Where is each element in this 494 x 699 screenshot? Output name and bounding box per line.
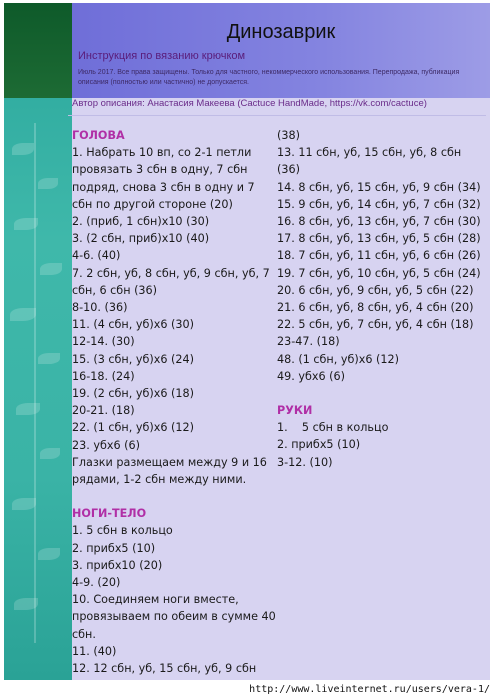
- instruction-line: 1. Набрать 10 вп, со 2-1 петли провязать 3 сбн в одну, 7 сбн подряд, снова 3 сбн в одну и 7 сбн по другой стороне (20): [72, 146, 255, 211]
- instruction-line: 4-9. (20): [72, 576, 121, 590]
- page-subtitle: Инструкция по вязанию крючком: [78, 50, 246, 62]
- instruction-line: 3-12. (10): [277, 455, 333, 469]
- instruction-line: 17. 8 сбн, уб, 13 сбн, уб, 5 сбн (28): [277, 232, 481, 246]
- author-line: Автор описания: Анастасия Макеева (Cactuce HandMade, https://vk.com/cactuce): [72, 98, 427, 109]
- instruction-line: 2. (приб, 1 сбн)х10 (30): [72, 215, 210, 229]
- instruction-line: 19. 7 сбн, уб, 10 сбн, уб, 5 сбн (24): [277, 266, 481, 280]
- instruction-line: 12. 12 сбн, уб, 15 сбн, уб, 9 сбн: [72, 662, 257, 676]
- instruction-line: 14. 8 сбн, уб, 15 сбн, уб, 9 сбн (34): [277, 180, 481, 194]
- instruction-line: 10. Соединяем ноги вместе, провязываем по обеим в сумме 40 сбн.: [72, 593, 276, 641]
- instructions-column-right: [277, 127, 485, 471]
- instruction-line: 11. (4 сбн, уб)х6 (30): [72, 318, 195, 332]
- divider: [68, 115, 486, 116]
- instruction-line: 2. прибх5 (10): [277, 438, 361, 452]
- instruction-line: 18. 7 сбн, уб, 11 сбн, уб, 6 сбн (26): [277, 249, 481, 263]
- instruction-line: 21. 6 сбн, уб, 8 сбн, уб, 4 сбн (20): [277, 301, 474, 315]
- instruction-line: 12-14. (30): [72, 335, 135, 349]
- dark-corner-block: [4, 3, 72, 98]
- instruction-line: 20-21. (18): [72, 404, 135, 418]
- instruction-line: 20. 6 сбн, уб, 9 сбн, уб, 5 сбн (22): [277, 283, 474, 297]
- instruction-line: 3. прибх10 (20): [72, 558, 163, 572]
- instruction-line: 13. 11 сбн, уб, 15 сбн, уб, 8 сбн (36): [277, 146, 462, 177]
- instruction-line: 4-6. (40): [72, 249, 121, 263]
- instruction-line: 22. 5 сбн, уб, 7 сбн, уб, 4 сбн (18): [277, 318, 474, 332]
- copyright-notice: Июль 2017. Все права защищены. Только для частного, некоммерческого использования. Перепродажа, публикация описания (полностью или частично) не допускается.: [78, 69, 460, 86]
- instructions-column-left: [72, 127, 276, 677]
- instruction-line: 7. 2 сбн, уб, 8 сбн, уб, 9 сбн, уб, 7 сбн, 6 сбн (36): [72, 266, 270, 297]
- instruction-line: 23-47. (18): [277, 335, 340, 349]
- section-heading-arms: РУКИ: [277, 404, 313, 418]
- instruction-line: 3. (2 сбн, приб)х10 (40): [72, 232, 210, 246]
- instruction-line: 49. убх6 (6): [277, 369, 346, 383]
- decorative-left-band: [4, 3, 72, 680]
- instruction-line: 15. (3 сбн, уб)х6 (24): [72, 352, 195, 366]
- instruction-line: 11. (40): [72, 644, 117, 658]
- section-heading-legs-body: НОГИ-ТЕЛО: [72, 507, 147, 521]
- instruction-note: Глазки размещаем между 9 и 16 рядами, 1-2 сбн между ними.: [72, 455, 267, 487]
- section-heading-head: ГОЛОВА: [72, 129, 125, 142]
- instruction-line: 15. 9 сбн, уб, 14 сбн, уб, 7 сбн (32): [277, 197, 481, 211]
- instruction-line: 2. прибх5 (10): [72, 541, 156, 555]
- instruction-line: 1. 5 сбн в кольцо: [277, 421, 389, 435]
- instruction-line: 16-18. (24): [72, 369, 135, 383]
- instruction-line: 8-10. (36): [72, 301, 128, 315]
- header-band: [72, 3, 490, 98]
- page-title: Динозаврик: [226, 21, 336, 43]
- instruction-line: 48. (1 сбн, уб)х6 (12): [277, 352, 400, 366]
- instruction-line: (38): [277, 129, 300, 142]
- instruction-line: 23. убх6 (6): [72, 438, 141, 452]
- source-url-watermark: http://www.liveinternet.ru/users/vera-1/: [249, 684, 490, 695]
- instruction-line: 19. (2 сбн, уб)х6 (18): [72, 387, 195, 401]
- instruction-line: 1. 5 сбн в кольцо: [72, 524, 173, 538]
- instruction-line: 16. 8 сбн, уб, 13 сбн, уб, 7 сбн (30): [277, 215, 481, 229]
- instruction-line: 22. (1 сбн, уб)х6 (12): [72, 421, 195, 435]
